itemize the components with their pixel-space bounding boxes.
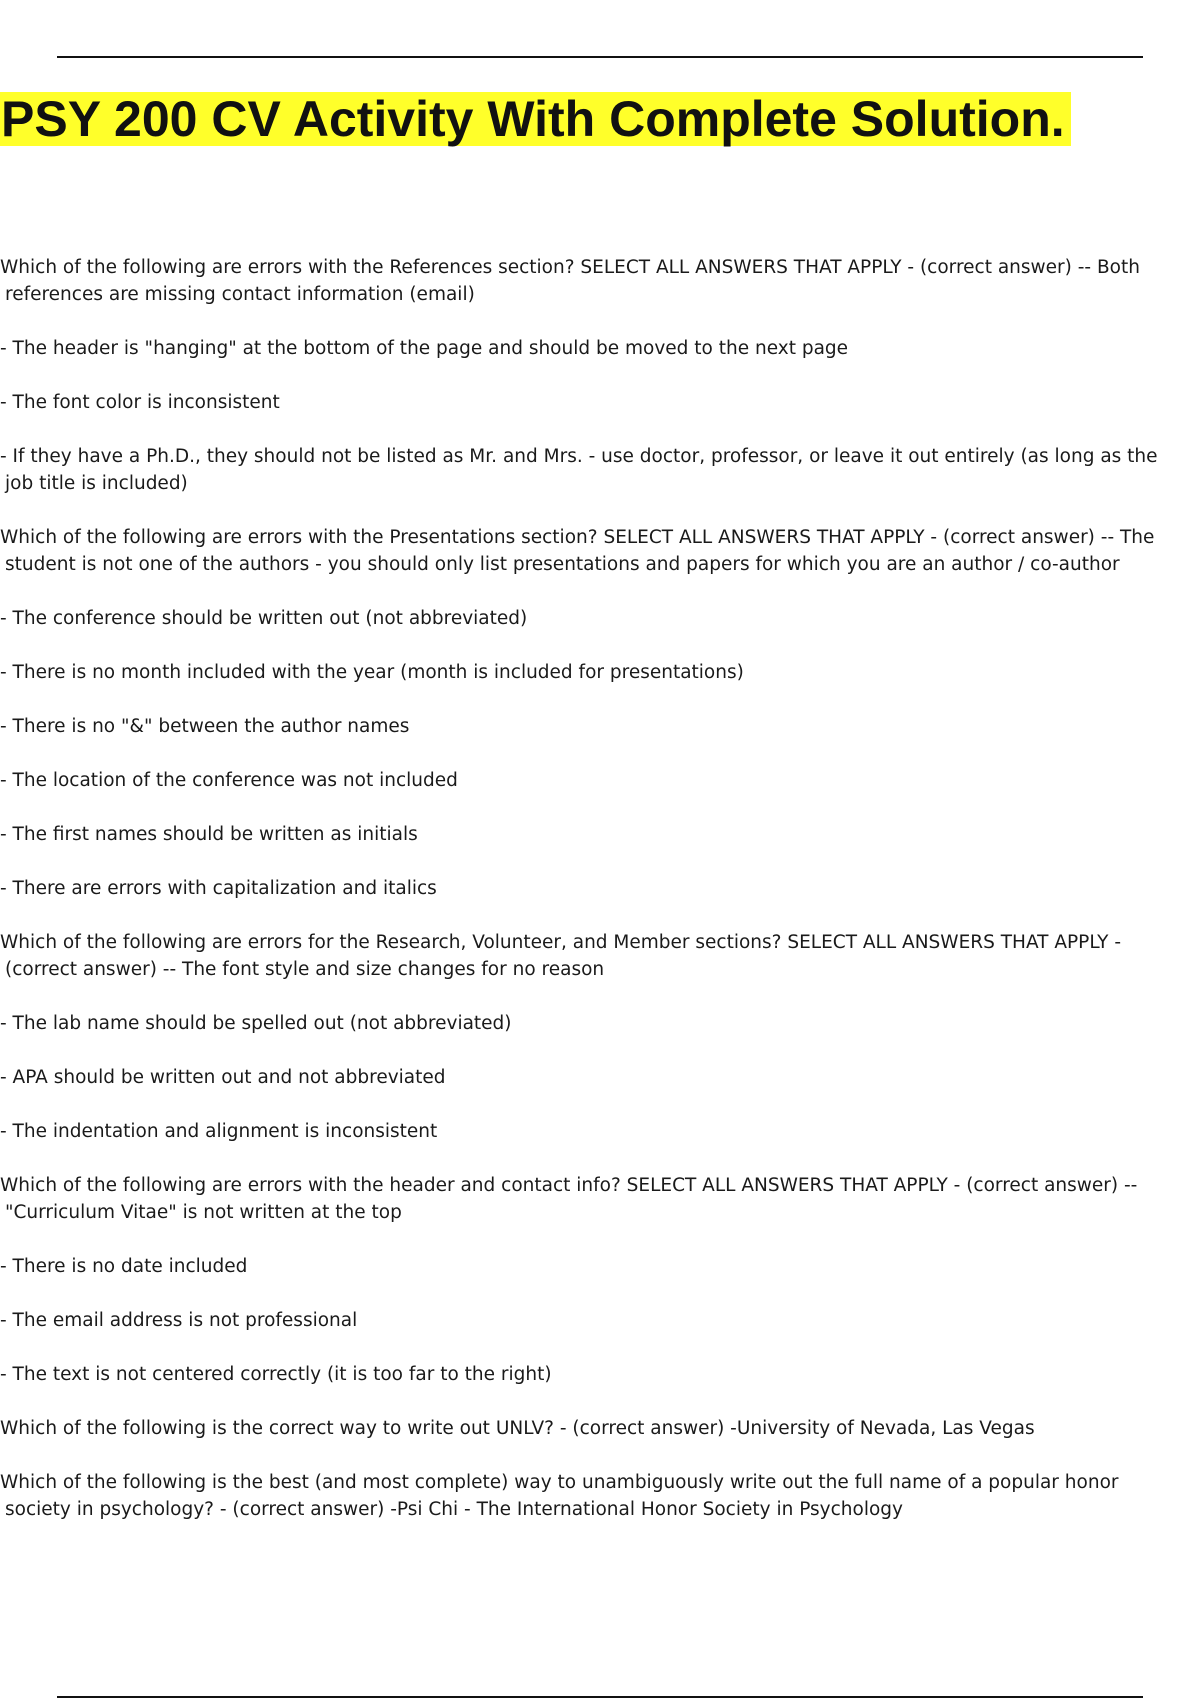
- bottom-divider: [57, 1696, 1143, 1698]
- document-body: [0, 254, 1160, 1550]
- paragraph: Which of the following are errors with the header and contact info? SELECT ALL ANSWERS THAT APPLY - (correct answer) -- "Curriculum Vitae" is not written at the top: [0, 1175, 1138, 1223]
- top-divider: [57, 56, 1143, 58]
- paragraph: - There are errors with capitalization and italics: [0, 878, 437, 899]
- paragraph: - The email address is not professional: [0, 1310, 358, 1331]
- paragraph: Which of the following are errors with the References section? SELECT ALL ANSWERS THAT APPLY - (correct answer) -- Both references are missing contact information (email): [0, 257, 1140, 305]
- paragraph: Which of the following are errors with the Presentations section? SELECT ALL ANSWERS THAT APPLY - (correct answer) -- The student is not one of the authors - you should only list presentations and papers for which you are an author / co-author: [0, 527, 1155, 575]
- paragraph: - The font color is inconsistent: [0, 392, 280, 413]
- document-title: PSY 200 CV Activity With Complete Solution.: [0, 92, 1071, 146]
- paragraph: - APA should be written out and not abbreviated: [0, 1067, 446, 1088]
- paragraph: - The header is "hanging" at the bottom of the page and should be moved to the next page: [0, 338, 849, 359]
- paragraph: Which of the following are errors for the Research, Volunteer, and Member sections? SELECT ALL ANSWERS THAT APPLY - (correct answer) -- The font style and size changes for no reason: [0, 932, 1122, 980]
- paragraph: - The indentation and alignment is inconsistent: [0, 1121, 438, 1142]
- paragraph: - The lab name should be spelled out (not abbreviated): [0, 1013, 512, 1034]
- title-block: [0, 92, 1071, 146]
- paragraph: - There is no month included with the year (month is included for presentations): [0, 662, 744, 683]
- paragraph: - There is no date included: [0, 1256, 248, 1277]
- paragraph: - The location of the conference was not included: [0, 770, 458, 791]
- paragraph: - There is no "&" between the author names: [0, 716, 410, 737]
- paragraph: - If they have a Ph.D., they should not be listed as Mr. and Mrs. - use doctor, professor, or leave it out entirely (as long as the job title is included): [0, 446, 1158, 494]
- paragraph: Which of the following is the best (and most complete) way to unambiguously write out the full name of a popular honor society in psychology? - (correct answer) -Psi Chi - The International Honor Society in Psychology: [0, 1472, 1119, 1520]
- paragraph: - The text is not centered correctly (it is too far to the right): [0, 1364, 552, 1385]
- paragraph: - The first names should be written as initials: [0, 824, 418, 845]
- paragraph: - The conference should be written out (not abbreviated): [0, 608, 528, 629]
- paragraph: Which of the following is the correct way to write out UNLV? - (correct answer) -University of Nevada, Las Vegas: [0, 1418, 1035, 1439]
